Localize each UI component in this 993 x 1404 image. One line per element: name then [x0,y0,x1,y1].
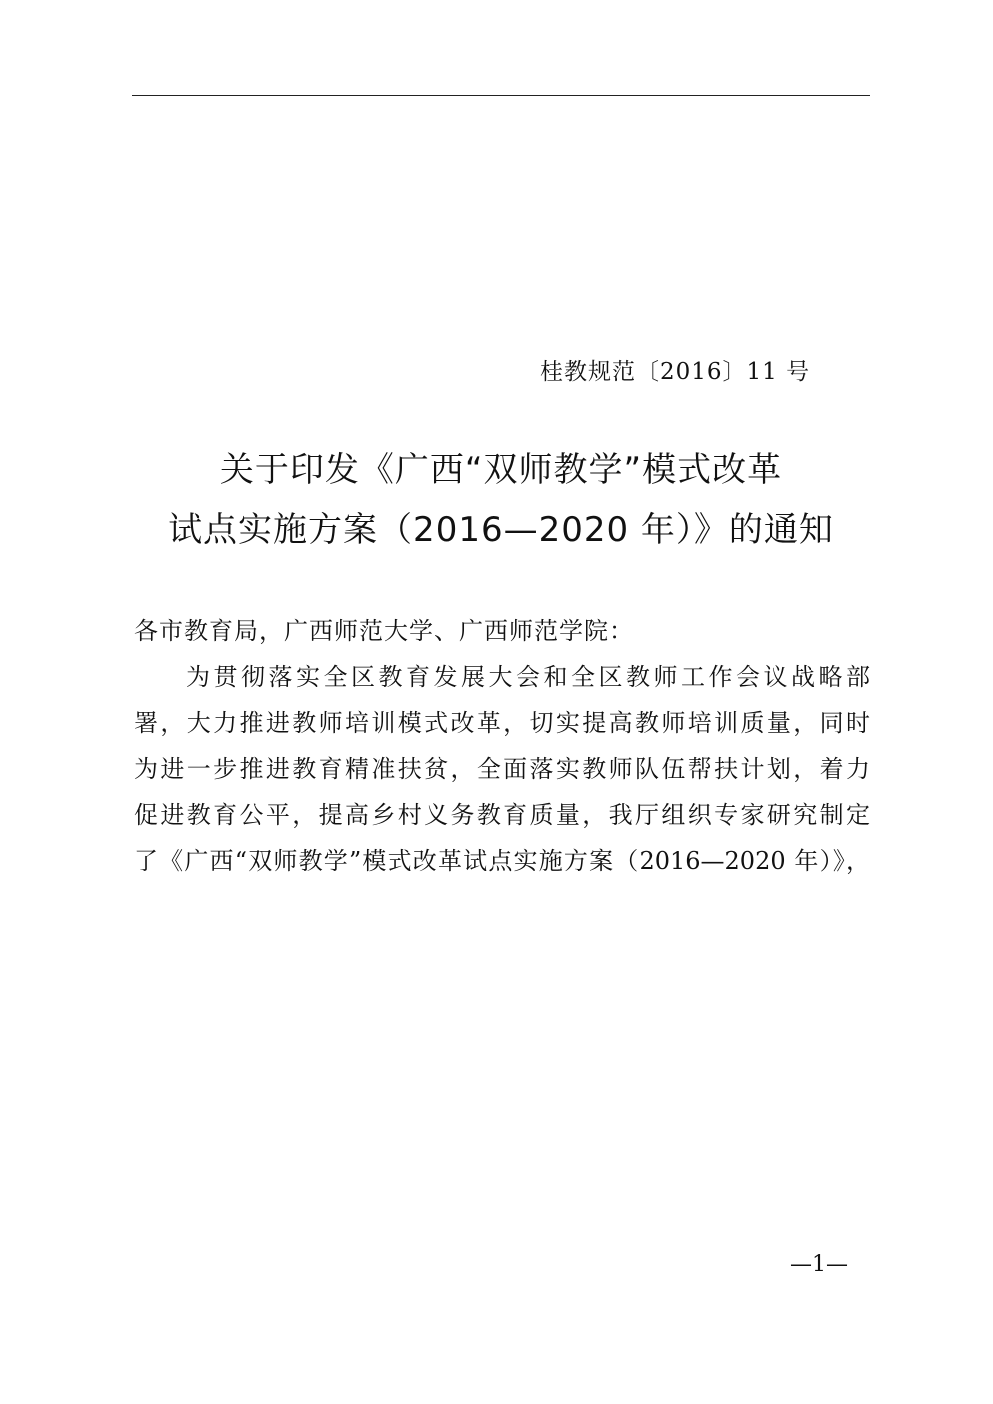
page-number: —1— [790,1252,848,1277]
header-rule [132,95,870,96]
paragraph-line: 为贯彻落实全区教育发展大会和全区教师工作会议战略部 [186,663,870,691]
title-line-2: 试点实施方案（2016—2020 年）》的通知 [168,510,834,550]
document-number: 桂教规范〔2016〕11 号 [540,359,811,385]
body-paragraph [134,654,870,884]
salutation: 各市教育局，广西师范大学、广西师范学院： [134,617,634,645]
document-title [132,440,870,560]
paragraph-line: 为进一步推进教育精准扶贫，全面落实教师队伍帮扶计划，着力 [134,755,870,783]
title-line-1: 关于印发《广西“双师教学”模式改革 [219,450,783,490]
paragraph-line: 促进教育公平，提高乡村义务教育质量，我厅组织专家研究制定 [134,801,870,829]
document-body [134,608,870,884]
paragraph-line: 署，大力推进教师培训模式改革，切实提高教师培训质量，同时 [134,709,870,737]
paragraph-line: 了《广西“双师教学”模式改革试点实施方案（2016—2020 年）》， [134,847,870,875]
